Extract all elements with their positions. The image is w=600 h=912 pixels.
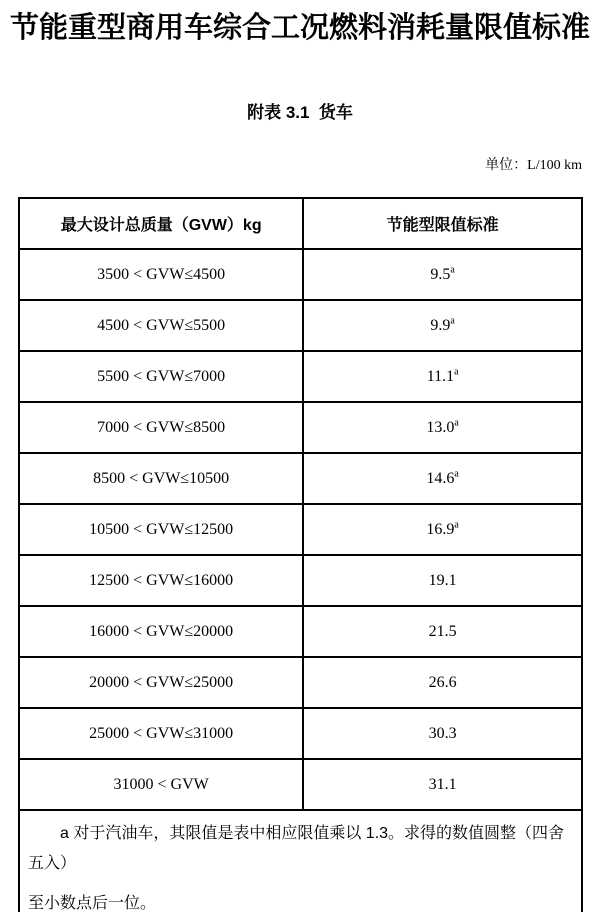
limit-value-cell [303,351,582,402]
table-caption: 附表 3.1 货车 [247,103,353,122]
gvw-range-cell: 16000 < GVW≤20000 [19,606,303,657]
footnote-line-1: a 对于汽油车，其限值是表中相应限值乘以 1.3。求得的数值圆整（四舍五入） [28,825,565,872]
table-row [19,351,582,402]
limit-value-cell [303,606,582,657]
limit-value: 26.6 [428,673,457,691]
gvw-range-cell: 25000 < GVW≤31000 [19,708,303,759]
limit-value: 31.1 [428,775,457,793]
limit-value-cell [303,249,582,300]
table-row [19,555,582,606]
limit-value-cell [303,759,582,810]
footnote-marker: a [454,468,459,480]
limit-value: 30.3 [428,724,457,742]
gvw-range-cell: 12500 < GVW≤16000 [19,555,303,606]
limit-value-cell [303,708,582,759]
footnote-line-2: 至小数点后一位。 [28,895,157,912]
limit-value: 14.6 [426,469,455,487]
fuel-limit-table [18,197,583,912]
gvw-range-cell: 10500 < GVW≤12500 [19,504,303,555]
footnote-cell [19,810,582,912]
limit-value: 16.9 [426,520,455,538]
footnote-marker: a [454,519,459,531]
table-row [19,708,582,759]
table-row [19,504,582,555]
gvw-range-cell: 3500 < GVW≤4500 [19,249,303,300]
gvw-range-cell: 20000 < GVW≤25000 [19,657,303,708]
table-row [19,402,582,453]
limit-value-cell [303,402,582,453]
limit-value: 21.5 [428,622,457,640]
footnote-marker: a [454,366,459,378]
column-header-limit: 节能型限值标准 [303,198,582,249]
table-row [19,300,582,351]
table-row [19,453,582,504]
document-title: 节能重型商用车综合工况燃料消耗量限值标准 [9,12,590,44]
table-row [19,657,582,708]
column-header-gvw: 最大设计总质量（GVW）kg [19,198,303,249]
footnote-row [19,810,582,912]
limit-value: 13.0 [426,418,455,436]
limit-value-cell [303,504,582,555]
limit-value-cell [303,453,582,504]
limit-value-cell [303,657,582,708]
footnote-marker: a [450,264,455,276]
limit-value-cell [303,300,582,351]
limit-value: 19.1 [428,571,457,589]
gvw-range-cell: 7000 < GVW≤8500 [19,402,303,453]
table-row [19,606,582,657]
gvw-range-cell: 5500 < GVW≤7000 [19,351,303,402]
limit-value-cell [303,555,582,606]
table-header-row [19,198,582,249]
table-row [19,759,582,810]
gvw-range-cell: 31000 < GVW [19,759,303,810]
limit-value: 11.1 [426,367,455,385]
limit-value: 9.5 [430,265,451,283]
gvw-range-cell: 4500 < GVW≤5500 [19,300,303,351]
gvw-range-cell: 8500 < GVW≤10500 [19,453,303,504]
table-row [19,249,582,300]
table-body [19,249,582,810]
footnote-marker: a [450,315,455,327]
footnote-marker: a [454,417,459,429]
limit-value: 9.9 [430,316,451,334]
unit-label: 单位：L/100 km [485,158,582,173]
